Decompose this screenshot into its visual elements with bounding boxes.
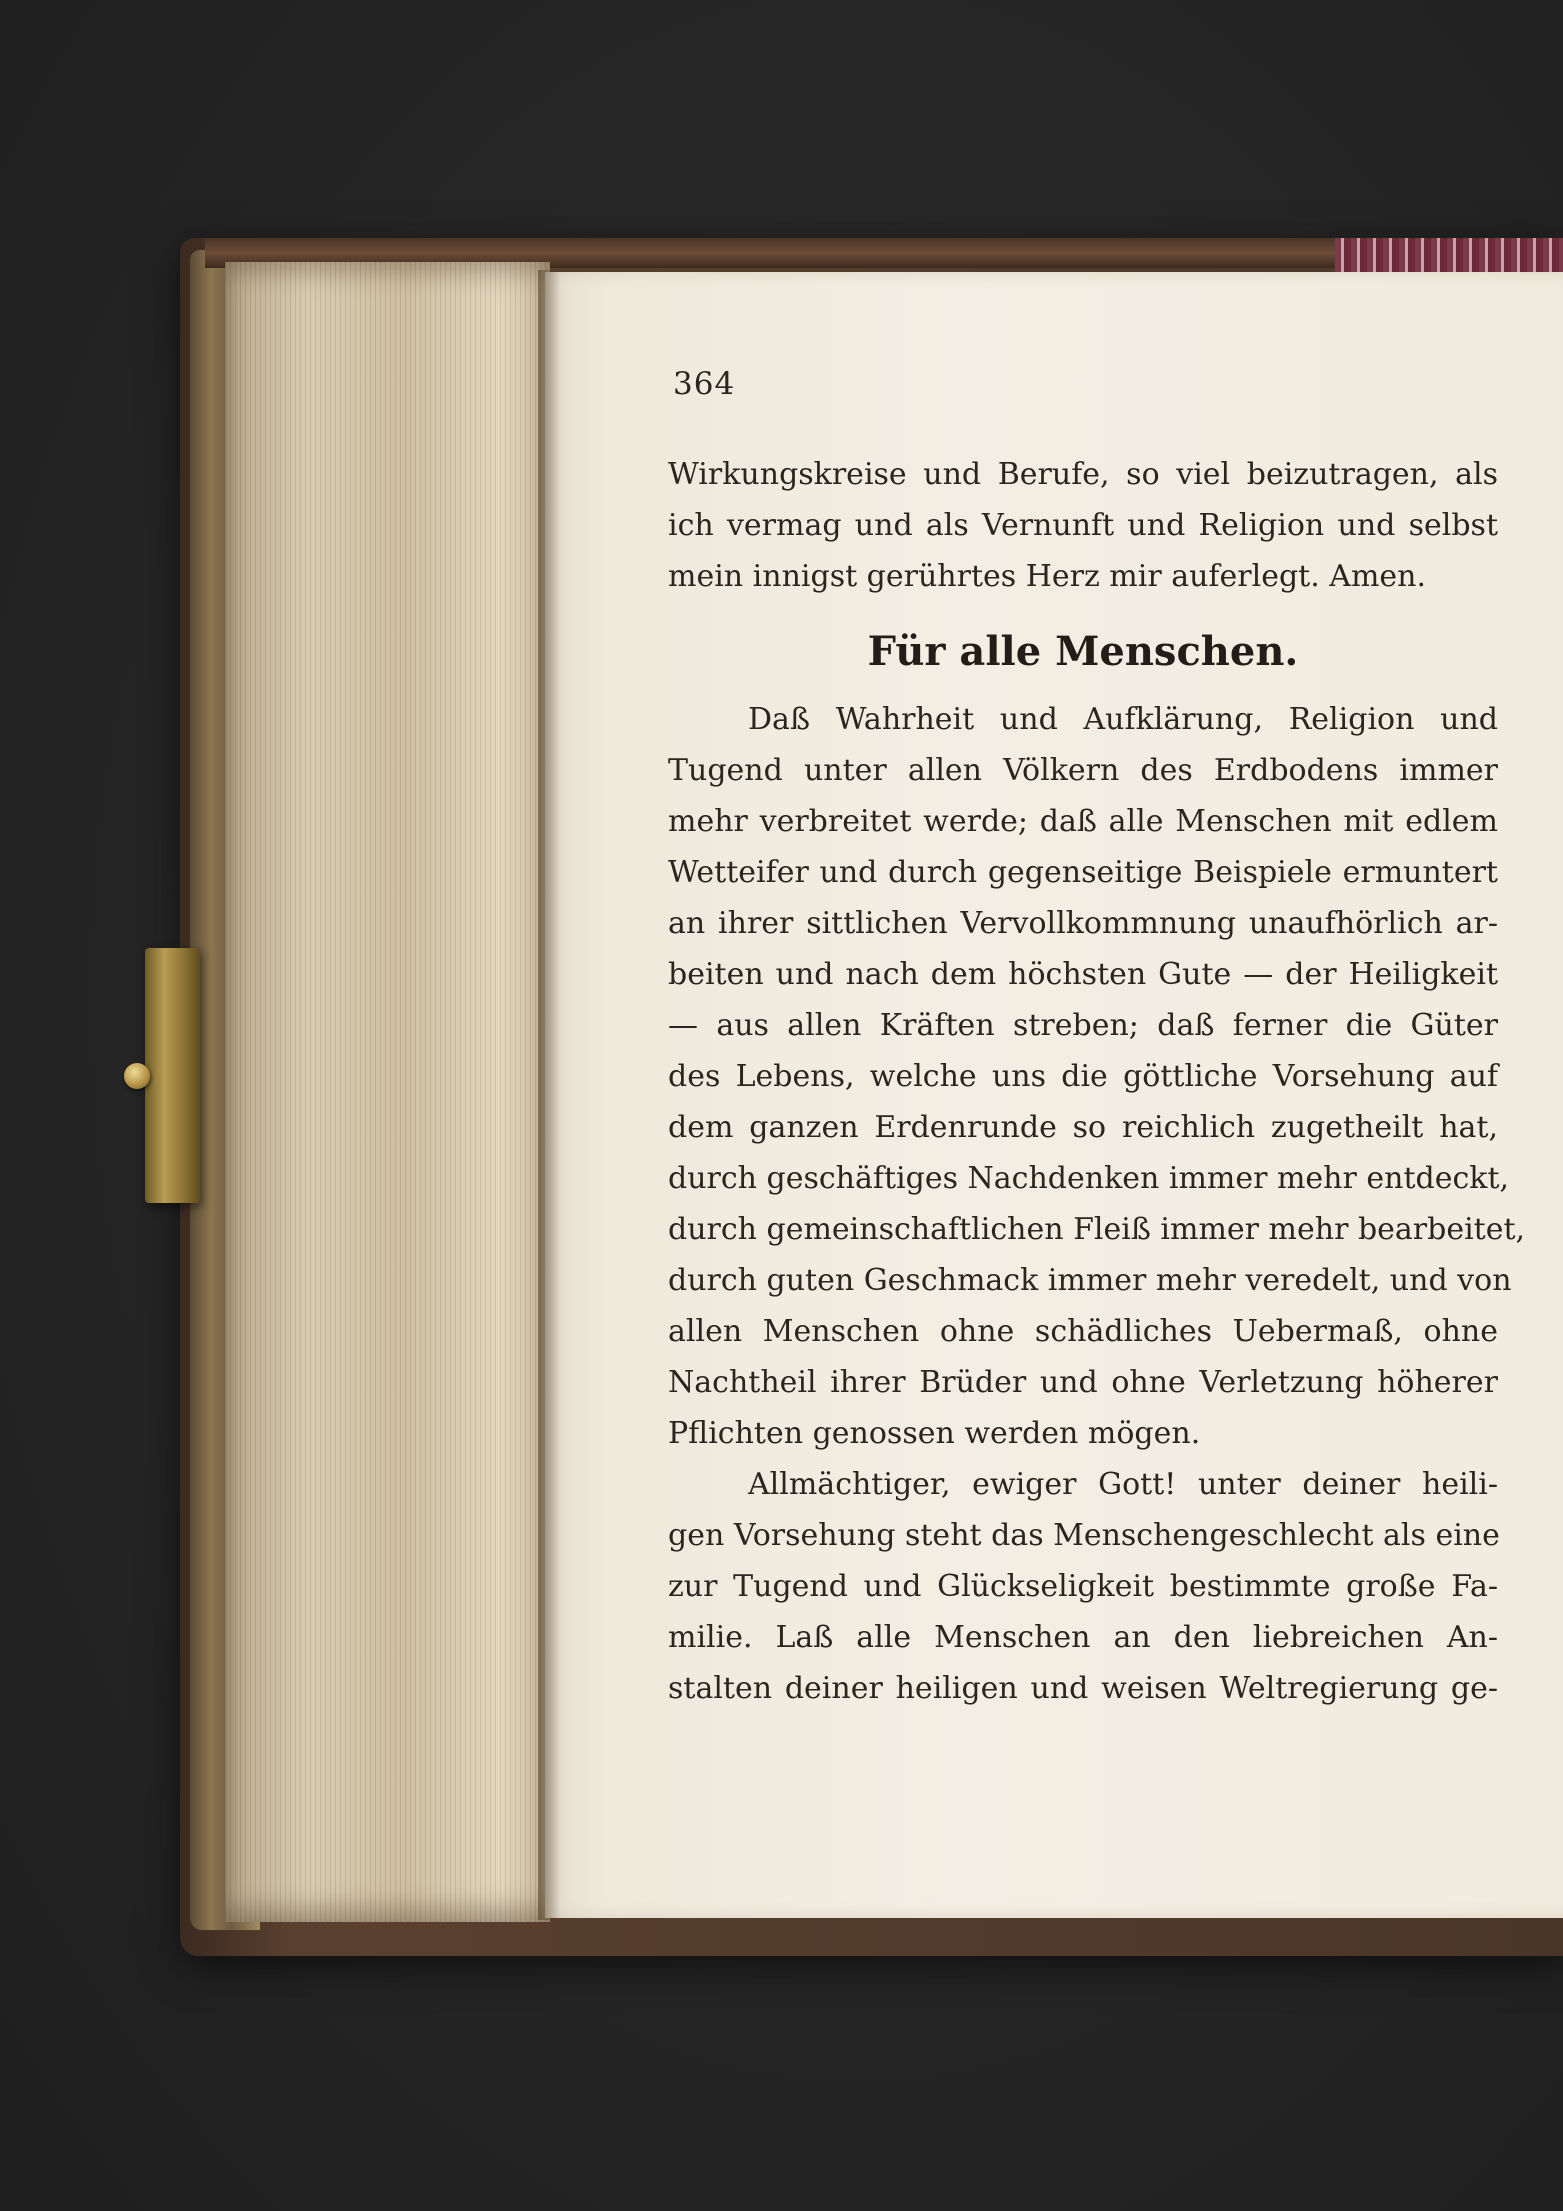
text-line: Allmächtiger, ewiger Gott! unter deiner heili- (748, 1467, 1498, 1502)
text-line: durch guten Geschmack immer mehr veredelt, und von (668, 1263, 1512, 1298)
clasp-pin (124, 1063, 150, 1089)
page-edges (225, 262, 550, 1922)
text-line: mein innigst gerührtes Herz mir auferlegt. Amen. (668, 559, 1427, 594)
text-line: gen Vorsehung steht das Menschengeschlecht als eine (668, 1518, 1500, 1553)
text-line: durch gemeinschaftlichen Fleiß immer mehr bearbeitet, (668, 1212, 1526, 1247)
brass-clasp (145, 948, 200, 1203)
page-text (668, 449, 1526, 1714)
text-line: Wetteifer und durch gegenseitige Beispiele ermuntert (668, 855, 1498, 890)
gutter-shadow (538, 270, 560, 1920)
text-line: zur Tugend und Glückseligkeit bestimmte große Fa- (668, 1569, 1498, 1604)
text-line: mehr verbreitet werde; daß alle Menschen mit edlem (668, 804, 1498, 839)
text-line: Tugend unter allen Völkern des Erdbodens immer (668, 753, 1498, 788)
text-line: dem ganzen Erdenrunde so reichlich zugetheilt hat, (668, 1110, 1498, 1145)
book-page (545, 272, 1563, 1918)
page-number: 364 (673, 366, 736, 402)
spine-binding-stripe (1335, 238, 1563, 274)
text-line: allen Menschen ohne schädliches Uebermaß, ohne (668, 1314, 1498, 1349)
text-line: Daß Wahrheit und Aufklärung, Religion und (748, 702, 1498, 737)
text-line: des Lebens, welche uns die göttliche Vorsehung auf (668, 1059, 1498, 1094)
text-line: ich vermag und als Vernunft und Religion und selbst (668, 508, 1498, 543)
text-line: an ihrer sittlichen Vervollkommnung unaufhörlich ar- (668, 906, 1498, 941)
text-line: Pflichten genossen werden mögen. (668, 1416, 1201, 1451)
text-line: beiten und nach dem höchsten Gute — der Heiligkeit (668, 957, 1498, 992)
text-line: durch geschäftiges Nachdenken immer mehr entdeckt, (668, 1161, 1510, 1196)
text-line: stalten deiner heiligen und weisen Weltregierung ge- (668, 1671, 1498, 1706)
text-line: Nachtheil ihrer Brüder und ohne Verletzung höherer (668, 1365, 1498, 1400)
text-line: milie. Laß alle Menschen an den liebreichen An- (668, 1620, 1498, 1655)
text-line: — aus allen Kräften streben; daß ferner die Güter (668, 1008, 1498, 1043)
text-line: Wirkungskreise und Berufe, so viel beizutragen, als (668, 457, 1498, 492)
section-heading: Für alle Menschen. (867, 628, 1299, 675)
